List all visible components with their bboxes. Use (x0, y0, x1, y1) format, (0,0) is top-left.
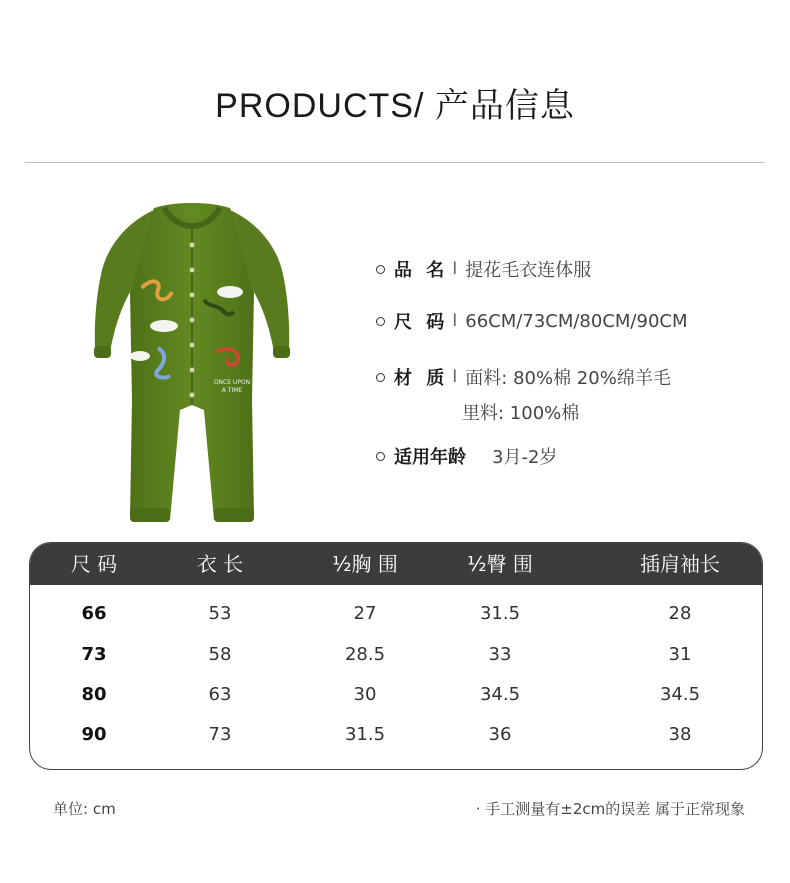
cell-length: 73 (208, 724, 232, 745)
material-label: 材 质 (394, 368, 449, 389)
separator: I (452, 367, 458, 387)
size-label: 尺 码 (394, 312, 449, 333)
cell-length: 63 (208, 684, 232, 705)
header-sleeve: 插肩袖长 (640, 552, 720, 576)
cell-hip: 31.5 (479, 603, 521, 624)
cell-length: 58 (208, 644, 232, 665)
product-image (92, 200, 292, 530)
cell-chest: 27 (353, 603, 377, 624)
cell-sleeve: 38 (668, 724, 692, 745)
cell-size: 66 (81, 603, 107, 624)
material-line-1: 面料: 80%棉 20%绵羊毛 (465, 368, 671, 389)
info-row-material (376, 364, 671, 390)
bullet-icon (376, 265, 385, 274)
separator: I (452, 259, 458, 279)
title-divider (25, 162, 765, 163)
separator: I (452, 311, 458, 331)
size-table (29, 542, 763, 770)
name-value: 提花毛衣连体服 (465, 260, 592, 281)
embroidery-text-bottom: A TIME (221, 387, 243, 394)
cell-length: 53 (208, 603, 232, 624)
info-row-age (376, 443, 557, 469)
cell-chest: 28.5 (344, 644, 386, 665)
header-length: 衣 长 (196, 552, 244, 576)
name-label: 品 名 (394, 260, 449, 281)
cell-sleeve: 31 (668, 644, 692, 665)
cell-hip: 36 (488, 724, 512, 745)
material-line-2: 里料: 100%棉 (462, 403, 580, 424)
age-value: 3月-2岁 (492, 447, 558, 468)
bullet-icon (376, 373, 385, 382)
table-header (30, 543, 762, 585)
cell-hip: 34.5 (479, 684, 521, 705)
cell-size: 73 (81, 644, 107, 665)
measurement-note: · 手工测量有±2cm的误差 属于正常现象 (475, 800, 745, 818)
cell-sleeve: 34.5 (659, 684, 701, 705)
header-hip: ½臀 围 (467, 552, 533, 576)
cell-size: 80 (81, 684, 107, 705)
romper-illustration (92, 200, 292, 530)
info-row-name (376, 256, 591, 282)
cell-hip: 33 (488, 644, 512, 665)
embroidery-text-top: ONCE UPON (213, 379, 251, 386)
unit-note: 单位: cm (53, 800, 116, 818)
cell-size: 90 (81, 724, 107, 745)
header-chest: ½胸 围 (332, 552, 398, 576)
size-value: 66CM/73CM/80CM/90CM (465, 310, 688, 332)
bullet-icon (376, 317, 385, 326)
cell-chest: 30 (353, 684, 377, 705)
info-row-size (376, 308, 688, 334)
info-row-material-2 (462, 399, 579, 425)
header-size: 尺 码 (70, 552, 118, 576)
page-title: PRODUCTS/ 产品信息 (215, 87, 575, 125)
age-label: 适用年龄 (394, 447, 466, 468)
cell-chest: 31.5 (344, 724, 386, 745)
bullet-icon (376, 452, 385, 461)
cell-sleeve: 28 (668, 603, 692, 624)
